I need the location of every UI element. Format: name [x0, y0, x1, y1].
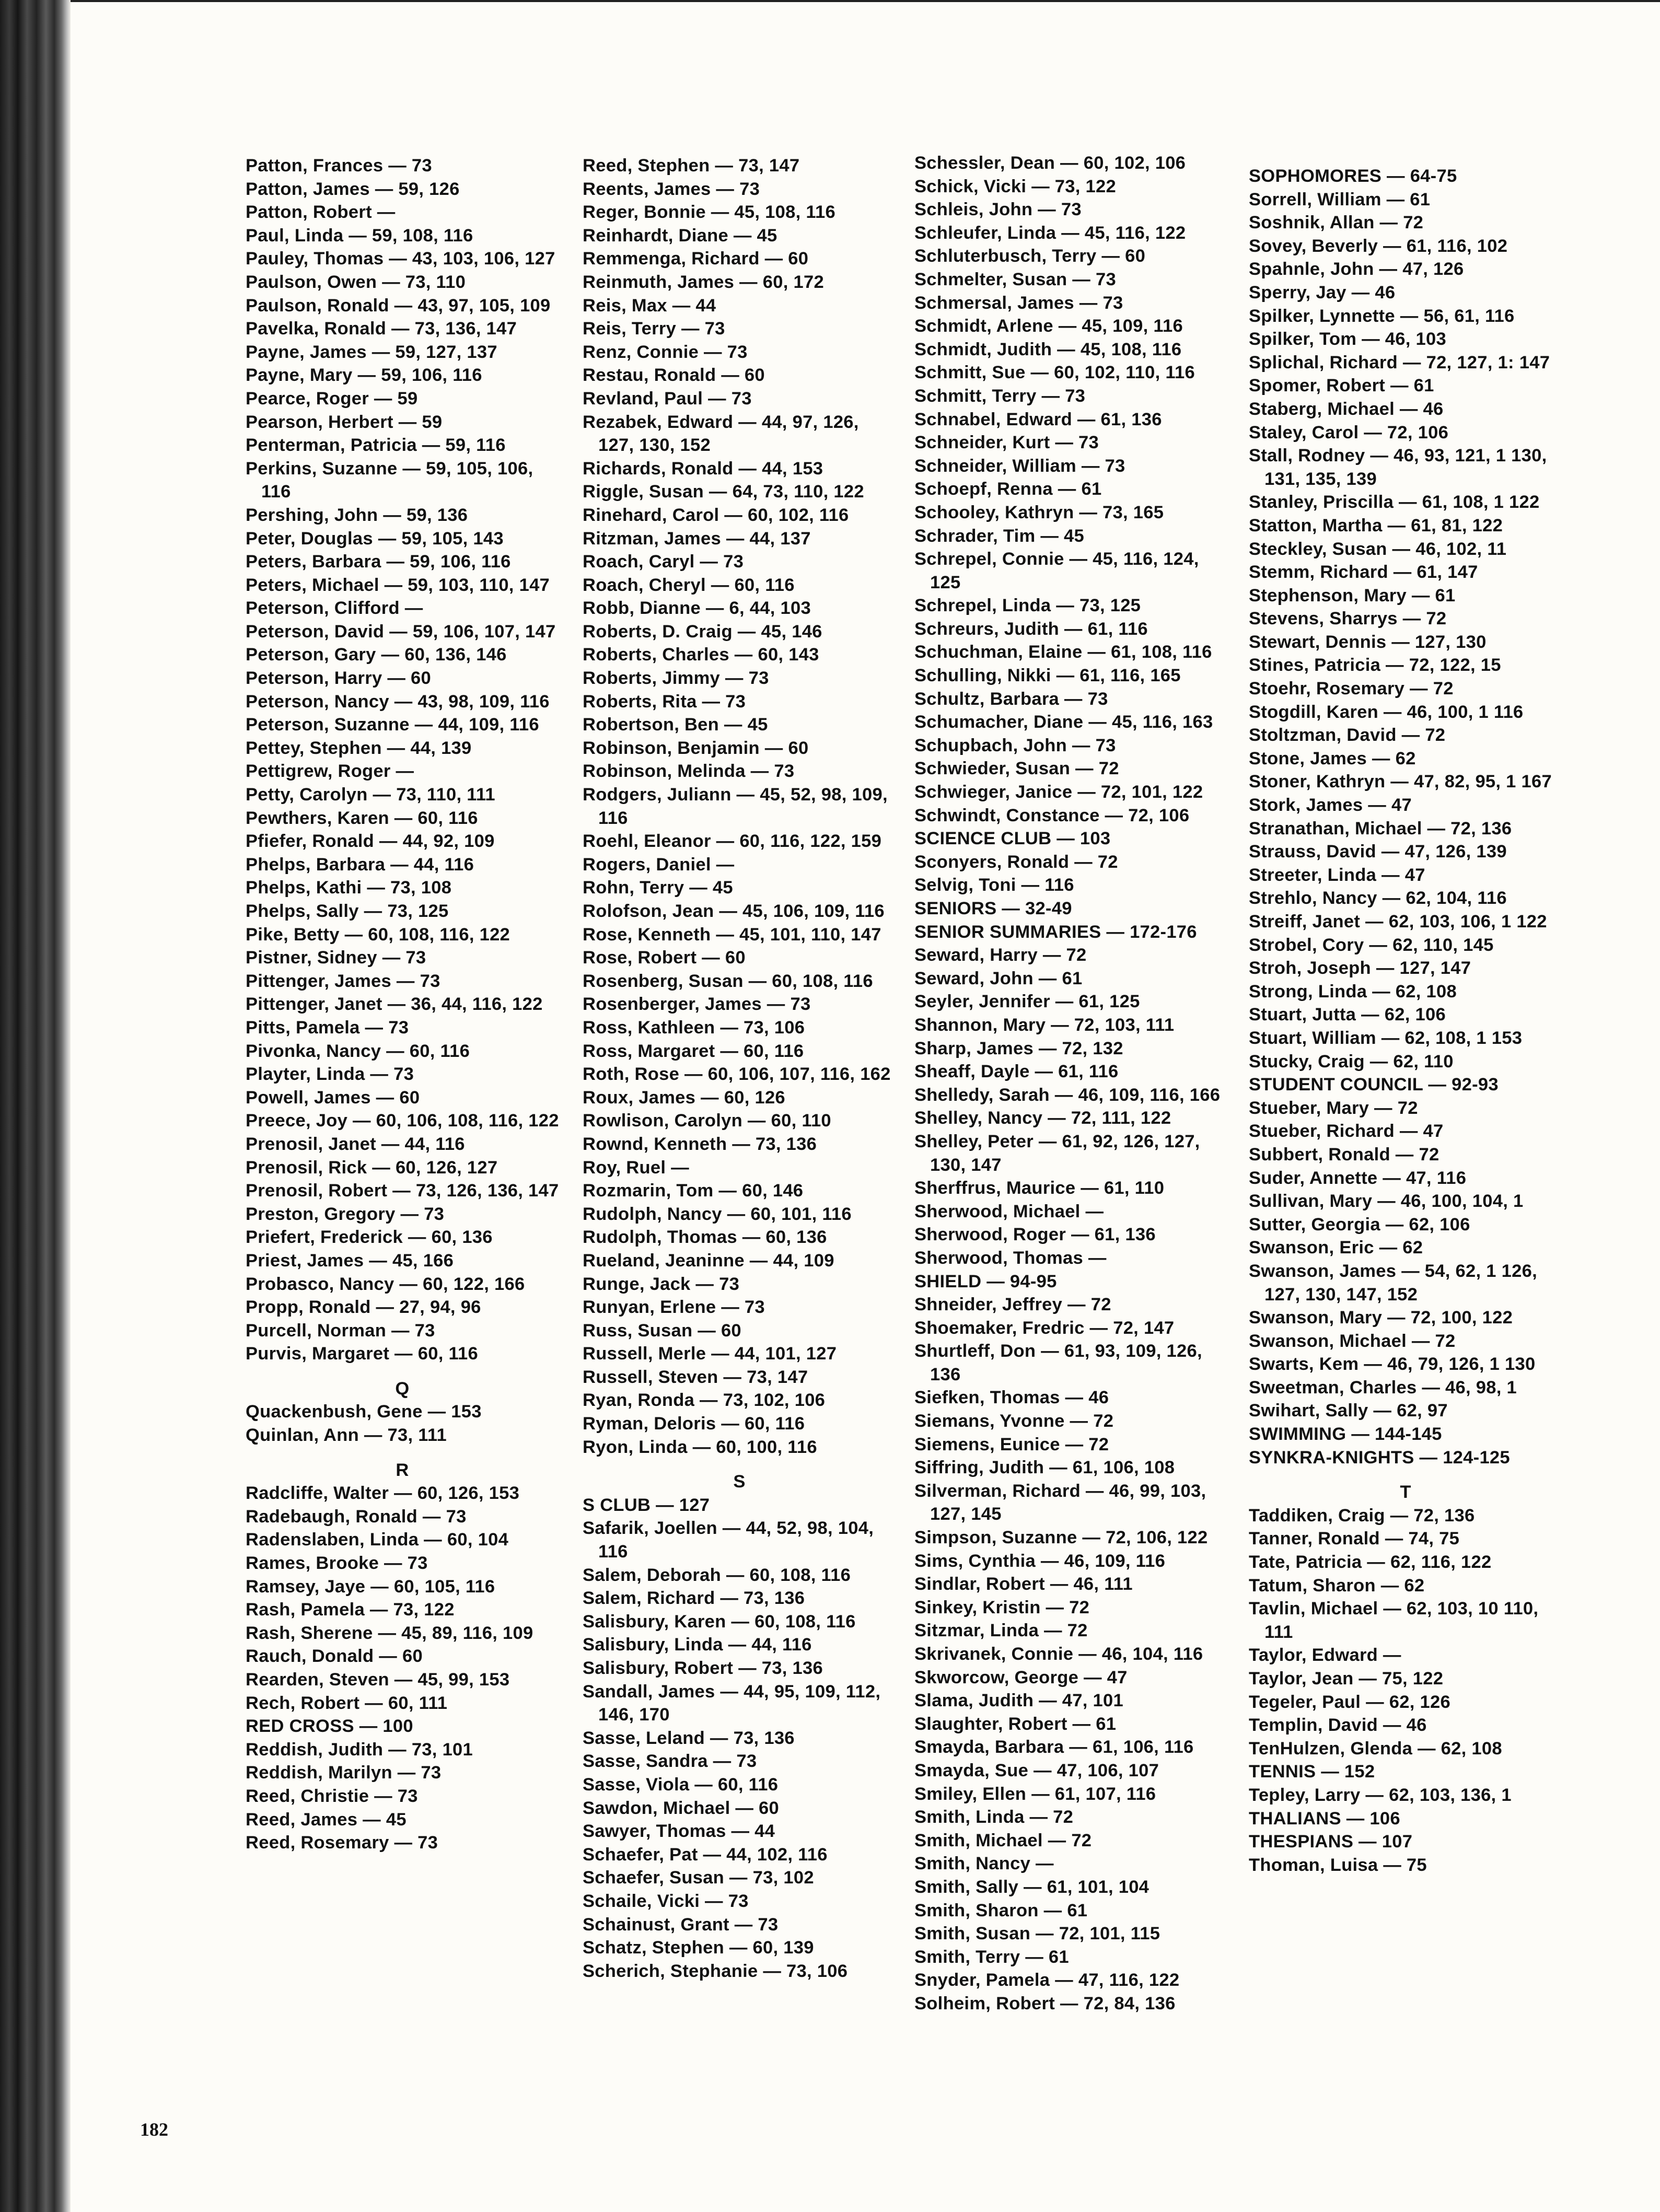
- section-letter: Q: [395, 1378, 410, 1399]
- index-entry: Rolofson, Jean — 45, 106, 109, 116: [583, 901, 885, 921]
- index-entry: Salisbury, Karen — 60, 108, 116: [583, 1611, 856, 1632]
- index-entry: Sawyer, Thomas — 44: [583, 1821, 775, 1842]
- index-entry: Rose, Robert — 60: [583, 948, 746, 968]
- index-entry: Sindlar, Robert — 46, 111: [914, 1574, 1133, 1594]
- index-entry: Preece, Joy — 60, 106, 108, 116, 122: [246, 1111, 559, 1131]
- index-entry: Smiley, Ellen — 61, 107, 116: [914, 1784, 1156, 1804]
- index-entry: Reinhardt, Diane — 45: [583, 225, 777, 246]
- index-entry: Phelps, Barbara — 44, 116: [246, 854, 474, 875]
- index-entry: Schnabel, Edward — 61, 136: [914, 409, 1162, 429]
- index-entry: Russell, Merle — 44, 101, 127: [583, 1344, 837, 1364]
- index-entry: Ramsey, Jaye — 60, 105, 116: [246, 1576, 495, 1597]
- index-entry: THALIANS — 106: [1249, 1808, 1400, 1829]
- index-entry: Stuart, Jutta — 62, 106: [1249, 1005, 1446, 1025]
- index-entry: Salem, Deborah — 60, 108, 116: [583, 1565, 851, 1585]
- index-entry: Remmenga, Richard — 60: [583, 249, 809, 269]
- index-entry: Sherwood, Roger — 61, 136: [914, 1225, 1156, 1245]
- index-entry: Swanson, James — 54, 62, 1 126, 127, 130, 147, 152: [1249, 1261, 1538, 1305]
- index-entry: Revland, Paul — 73: [583, 388, 752, 409]
- index-entry: Robb, Dianne — 6, 44, 103: [583, 598, 811, 619]
- index-entry: Reed, Stephen — 73, 147: [583, 156, 800, 176]
- index-entry: Schrader, Tim — 45: [914, 526, 1084, 546]
- index-entry: Stranathan, Michael — 72, 136: [1249, 818, 1512, 839]
- index-entry: Stogdill, Karen — 46, 100, 1 116: [1249, 702, 1524, 722]
- index-entry: Reger, Bonnie — 45, 108, 116: [583, 202, 835, 223]
- index-entry: Quinlan, Ann — 73, 111: [246, 1425, 447, 1446]
- index-entry: Stork, James — 47: [1249, 795, 1412, 816]
- index-entry: Subbert, Ronald — 72: [1249, 1144, 1440, 1165]
- index-entry: Reis, Max — 44: [583, 295, 716, 316]
- index-entry: Schwieder, Susan — 72: [914, 759, 1119, 779]
- index-entry: Stephenson, Mary — 61: [1249, 585, 1456, 606]
- index-entry: Shelley, Nancy — 72, 111, 122: [914, 1108, 1171, 1128]
- index-entry: Tatum, Sharon — 62: [1249, 1575, 1425, 1596]
- index-entry: Ritzman, James — 44, 137: [583, 528, 811, 549]
- index-entry: Staberg, Michael — 46: [1249, 399, 1444, 419]
- index-entry: Sheaff, Dayle — 61, 116: [914, 1062, 1119, 1082]
- index-entry: TenHulzen, Glenda — 62, 108: [1249, 1738, 1502, 1759]
- index-entry: Statton, Martha — 61, 81, 122: [1249, 515, 1503, 535]
- index-entry: Radcliffe, Walter — 60, 126, 153: [246, 1483, 520, 1504]
- index-entry: Preston, Gregory — 73: [246, 1204, 445, 1224]
- index-entry: Shurtleff, Don — 61, 93, 109, 126, 136: [914, 1341, 1202, 1384]
- index-entry: Pistner, Sidney — 73: [246, 948, 426, 968]
- index-entry: Reinmuth, James — 60, 172: [583, 272, 824, 292]
- index-entry: Roy, Ruel —: [583, 1157, 689, 1178]
- index-entry: THESPIANS — 107: [1249, 1832, 1413, 1852]
- index-entry: Sweetman, Charles — 46, 98, 1: [1249, 1377, 1517, 1398]
- index-entry: Priest, James — 45, 166: [246, 1250, 454, 1271]
- index-entry: Smith, Linda — 72: [914, 1807, 1074, 1827]
- index-entry: Pfiefer, Ronald — 44, 92, 109: [246, 831, 495, 852]
- index-entry: Schmitt, Sue — 60, 102, 110, 116: [914, 363, 1195, 383]
- index-entry: Rash, Pamela — 73, 122: [246, 1600, 455, 1620]
- index-entry: Schessler, Dean — 60, 102, 106: [914, 153, 1186, 173]
- index-entry: Quackenbush, Gene — 153: [246, 1402, 482, 1422]
- index-entry: Reed, James — 45: [246, 1809, 407, 1830]
- index-entry: Priefert, Frederick — 60, 136: [246, 1227, 493, 1248]
- index-entry: Smith, Michael — 72: [914, 1830, 1092, 1850]
- index-entry: Schmidt, Judith — 45, 108, 116: [914, 339, 1182, 359]
- index-entry: Rodgers, Juliann — 45, 52, 98, 109, 116: [583, 785, 888, 828]
- index-entry: Seward, John — 61: [914, 968, 1083, 988]
- index-entry: Sharp, James — 72, 132: [914, 1038, 1123, 1058]
- index-entry: Paulson, Ronald — 43, 97, 105, 109: [246, 295, 551, 316]
- index-entry: SENIORS — 32-49: [914, 899, 1072, 918]
- index-entry: Sutter, Georgia — 62, 106: [1249, 1214, 1470, 1235]
- index-entry: Shoemaker, Fredric — 72, 147: [914, 1318, 1175, 1338]
- index-entry: Rech, Robert — 60, 111: [246, 1693, 448, 1713]
- index-entry: Pettigrew, Roger —: [246, 761, 414, 782]
- index-entry: Spahnle, John — 47, 126: [1249, 259, 1464, 280]
- index-entry: Soshnik, Allan — 72: [1249, 213, 1424, 233]
- index-entry: Peterson, Gary — 60, 136, 146: [246, 645, 507, 665]
- index-entry: Playter, Linda — 73: [246, 1064, 414, 1085]
- index-entry: Stines, Patricia — 72, 122, 15: [1249, 655, 1501, 676]
- index-entry: Roberts, Charles — 60, 143: [583, 645, 819, 665]
- index-entry: Prenosil, Rick — 60, 126, 127: [246, 1157, 498, 1178]
- index-entry: Radebaugh, Ronald — 73: [246, 1506, 467, 1527]
- index-entry: Smith, Susan — 72, 101, 115: [914, 1924, 1160, 1944]
- index-entry: Renz, Connie — 73: [583, 342, 748, 362]
- index-entry: Pettey, Stephen — 44, 139: [246, 738, 472, 758]
- index-entry: Swanson, Mary — 72, 100, 122: [1249, 1308, 1513, 1328]
- index-entry: Rinehard, Carol — 60, 102, 116: [583, 505, 849, 525]
- index-entry: Tanner, Ronald — 74, 75: [1249, 1529, 1460, 1549]
- index-entry: Simpson, Suzanne — 72, 106, 122: [914, 1528, 1208, 1548]
- index-entry: Rosenberg, Susan — 60, 108, 116: [583, 971, 873, 991]
- index-entry: Stall, Rodney — 46, 93, 121, 1 130, 131, 135, 139: [1249, 446, 1547, 489]
- index-entry: Peters, Michael — 59, 103, 110, 147: [246, 575, 550, 595]
- index-entry: Ryan, Ronda — 73, 102, 106: [583, 1390, 826, 1411]
- index-entry: Payne, Mary — 59, 106, 116: [246, 365, 482, 386]
- index-entry: Siefken, Thomas — 46: [914, 1388, 1109, 1408]
- index-entry: Sitzmar, Linda — 72: [914, 1621, 1088, 1641]
- index-entry: Runge, Jack — 73: [583, 1274, 740, 1294]
- index-entry: Sherffrus, Maurice — 61, 110: [914, 1178, 1165, 1198]
- index-column-1: [246, 154, 559, 1855]
- index-entry: Rohn, Terry — 45: [583, 878, 733, 898]
- index-entry: Robinson, Melinda — 73: [583, 761, 795, 782]
- index-entry: Roberts, Jimmy — 73: [583, 668, 769, 689]
- index-entry: Pitts, Pamela — 73: [246, 1017, 409, 1038]
- index-entry: Sherwood, Michael —: [914, 1201, 1104, 1221]
- index-entry: Schaefer, Pat — 44, 102, 116: [583, 1844, 828, 1865]
- index-entry: Selvig, Toni — 116: [914, 875, 1074, 895]
- index-column-4: [1249, 165, 1562, 1877]
- index-entry: Slaughter, Robert — 61: [914, 1714, 1117, 1734]
- page-top-edge: [71, 0, 1660, 2]
- index-entry: Ross, Margaret — 60, 116: [583, 1041, 804, 1061]
- index-entry: SWIMMING — 144-145: [1249, 1424, 1442, 1445]
- index-entry: SCIENCE CLUB — 103: [914, 829, 1111, 849]
- index-entry: Swihart, Sally — 62, 97: [1249, 1401, 1448, 1421]
- index-entry: Schooley, Kathryn — 73, 165: [914, 502, 1164, 522]
- index-entry: Purvis, Margaret — 60, 116: [246, 1344, 479, 1364]
- index-entry: Spilker, Tom — 46, 103: [1249, 329, 1446, 350]
- index-entry: Stoehr, Rosemary — 72: [1249, 679, 1454, 699]
- index-entry: Roth, Rose — 60, 106, 107, 116, 162: [583, 1064, 891, 1085]
- index-entry: Petty, Carolyn — 73, 110, 111: [246, 785, 495, 805]
- index-entry: Prenosil, Robert — 73, 126, 136, 147: [246, 1181, 559, 1201]
- index-entry: Roux, James — 60, 126: [583, 1087, 785, 1108]
- index-entry: Rudolph, Nancy — 60, 101, 116: [583, 1204, 852, 1224]
- index-entry: Shneider, Jeffrey — 72: [914, 1295, 1111, 1315]
- index-entry: Taylor, Jean — 75, 122: [1249, 1669, 1444, 1689]
- index-entry: Smith, Sharon — 61: [914, 1900, 1088, 1920]
- index-entry: Peterson, Suzanne — 44, 109, 116: [246, 715, 539, 735]
- index-entry: Smith, Nancy —: [914, 1854, 1054, 1874]
- index-entry: Schmitt, Terry — 73: [914, 386, 1086, 406]
- index-entry: Rudolph, Thomas — 60, 136: [583, 1227, 827, 1248]
- index-entry: Reddish, Judith — 73, 101: [246, 1739, 473, 1760]
- index-entry: Penterman, Patricia — 59, 116: [246, 435, 506, 456]
- index-column-3: [914, 152, 1228, 2016]
- index-entry: Tegeler, Paul — 62, 126: [1249, 1692, 1450, 1712]
- index-entry: Streiff, Janet — 62, 103, 106, 1 122: [1249, 912, 1547, 932]
- index-entry: Shelledy, Sarah — 46, 109, 116, 166: [914, 1085, 1221, 1105]
- index-entry: Stoltzman, David — 72: [1249, 725, 1446, 746]
- index-entry: Pearson, Herbert — 59: [246, 412, 443, 432]
- index-entry: Staley, Carol — 72, 106: [1249, 422, 1449, 443]
- index-entry: Rezabek, Edward — 44, 97, 126, 127, 130, 152: [583, 412, 859, 456]
- index-entry: Robertson, Ben — 45: [583, 715, 768, 735]
- index-entry: Propp, Ronald — 27, 94, 96: [246, 1297, 481, 1318]
- index-entry: Taylor, Edward —: [1249, 1645, 1401, 1666]
- index-entry: Peterson, Nancy — 43, 98, 109, 116: [246, 691, 550, 712]
- section-letter: T: [1400, 1482, 1411, 1503]
- index-entry: Pavelka, Ronald — 73, 136, 147: [246, 319, 517, 339]
- index-entry: Taddiken, Craig — 72, 136: [1249, 1505, 1475, 1526]
- index-entry: Runyan, Erlene — 73: [583, 1297, 765, 1318]
- index-entry: Sasse, Viola — 60, 116: [583, 1774, 779, 1795]
- index-entry: Schreurs, Judith — 61, 116: [914, 619, 1148, 639]
- index-entry: Sinkey, Kristin — 72: [914, 1597, 1090, 1617]
- index-entry: Schluterbusch, Terry — 60: [914, 246, 1146, 266]
- index-entry: Sherwood, Thomas —: [914, 1248, 1107, 1268]
- index-entry: Probasco, Nancy — 60, 122, 166: [246, 1274, 525, 1294]
- index-entry: Rames, Brooke — 73: [246, 1553, 428, 1574]
- index-entry: Payne, James — 59, 127, 137: [246, 342, 497, 362]
- index-entry: Radenslaben, Linda — 60, 104: [246, 1530, 509, 1550]
- index-entry: Schwieger, Janice — 72, 101, 122: [914, 782, 1203, 802]
- index-entry: Strehlo, Nancy — 62, 104, 116: [1249, 888, 1507, 909]
- index-entry: Streeter, Linda — 47: [1249, 865, 1425, 885]
- index-entry: Roberts, Rita — 73: [583, 691, 746, 712]
- index-entry: Schumacher, Diane — 45, 116, 163: [914, 712, 1213, 732]
- index-entry: Schupbach, John — 73: [914, 735, 1116, 755]
- index-entry: Riggle, Susan — 64, 73, 110, 122: [583, 482, 864, 502]
- index-entry: Skrivanek, Connie — 46, 104, 116: [914, 1644, 1203, 1664]
- index-entry: Pivonka, Nancy — 60, 116: [246, 1041, 470, 1061]
- index-entry: Stemm, Richard — 61, 147: [1249, 562, 1478, 583]
- index-entry: Peterson, Clifford —: [246, 598, 423, 619]
- index-entry: Reents, James — 73: [583, 179, 760, 199]
- index-entry: Pittenger, James — 73: [246, 971, 440, 991]
- index-entry: Splichal, Richard — 72, 127, 1: 147: [1249, 352, 1550, 372]
- index-entry: Patton, Frances — 73: [246, 156, 432, 176]
- index-entry: SENIOR SUMMARIES — 172-176: [914, 922, 1197, 942]
- index-entry: Schmersal, James — 73: [914, 293, 1123, 313]
- index-entry: Sasse, Sandra — 73: [583, 1751, 757, 1772]
- index-entry: Roehl, Eleanor — 60, 116, 122, 159: [583, 831, 882, 852]
- index-entry: Stoner, Kathryn — 47, 82, 95, 1 167: [1249, 772, 1552, 792]
- index-entry: Seward, Harry — 72: [914, 945, 1087, 965]
- index-entry: Templin, David — 46: [1249, 1715, 1427, 1736]
- index-entry: Solheim, Robert — 72, 84, 136: [914, 1993, 1176, 2013]
- index-entry: Patton, Robert —: [246, 202, 396, 223]
- book-binding-edge: [0, 0, 71, 2212]
- index-entry: Schmidt, Arlene — 45, 109, 116: [914, 316, 1183, 336]
- index-entry: Schainust, Grant — 73: [583, 1914, 779, 1935]
- index-entry: Schneider, Kurt — 73: [914, 433, 1099, 453]
- index-entry: Paulson, Owen — 73, 110: [246, 272, 466, 292]
- index-entry: Stueber, Mary — 72: [1249, 1098, 1418, 1118]
- index-entry: Reed, Rosemary — 73: [246, 1833, 438, 1853]
- index-entry: Siffring, Judith — 61, 106, 108: [914, 1458, 1175, 1478]
- index-entry: Spomer, Robert — 61: [1249, 376, 1434, 396]
- index-entry: Reddish, Marilyn — 73: [246, 1763, 442, 1783]
- index-entry: SYNKRA-KNIGHTS — 124-125: [1249, 1447, 1510, 1468]
- index-entry: RED CROSS — 100: [246, 1716, 413, 1737]
- index-entry: Rash, Sherene — 45, 89, 116, 109: [246, 1623, 533, 1643]
- index-entry: Peter, Douglas — 59, 105, 143: [246, 528, 504, 549]
- index-entry: Schatz, Stephen — 60, 139: [583, 1938, 814, 1958]
- index-entry: SHIELD — 94-95: [914, 1271, 1057, 1291]
- index-entry: Schuchman, Elaine — 61, 108, 116: [914, 642, 1212, 662]
- index-entry: Swanson, Michael — 72: [1249, 1331, 1456, 1351]
- index-entry: Russell, Steven — 73, 147: [583, 1367, 808, 1387]
- index-entry: Schrepel, Connie — 45, 116, 124, 125: [914, 549, 1199, 592]
- index-entry: Phelps, Sally — 73, 125: [246, 901, 449, 921]
- index-entry: Scherich, Stephanie — 73, 106: [583, 1961, 848, 1981]
- index-entry: Stone, James — 62: [1249, 748, 1416, 769]
- index-entry: Siemans, Yvonne — 72: [914, 1411, 1114, 1431]
- index-entry: Russ, Susan — 60: [583, 1320, 741, 1341]
- index-entry: Rogers, Daniel —: [583, 854, 735, 875]
- index-entry: Pearce, Roger — 59: [246, 388, 418, 409]
- index-entry: Peterson, Harry — 60: [246, 668, 431, 689]
- index-entry: Seyler, Jennifer — 61, 125: [914, 992, 1140, 1012]
- index-entry: Purcell, Norman — 73: [246, 1320, 435, 1341]
- index-entry: Richards, Ronald — 44, 153: [583, 458, 823, 479]
- index-entry: Rowlison, Carolyn — 60, 110: [583, 1111, 831, 1131]
- index-entry: Powell, James — 60: [246, 1087, 420, 1108]
- index-entry: Stucky, Craig — 62, 110: [1249, 1051, 1454, 1072]
- index-entry: TENNIS — 152: [1249, 1762, 1375, 1782]
- index-entry: Ryman, Deloris — 60, 116: [583, 1414, 805, 1434]
- index-entry: Stuart, William — 62, 108, 1 153: [1249, 1028, 1523, 1048]
- index-entry: Sperry, Jay — 46: [1249, 282, 1396, 302]
- section-letter: R: [396, 1460, 409, 1480]
- index-entry: Tate, Patricia — 62, 116, 122: [1249, 1552, 1492, 1573]
- index-entry: Schick, Vicki — 73, 122: [914, 176, 1117, 196]
- index-entry: Phelps, Kathi — 73, 108: [246, 878, 452, 898]
- index-entry: Salisbury, Robert — 73, 136: [583, 1658, 823, 1678]
- index-entry: Siemens, Eunice — 72: [914, 1434, 1109, 1454]
- index-entry: Suder, Annette — 47, 116: [1249, 1168, 1467, 1188]
- index-entry: Swarts, Kem — 46, 79, 126, 1 130: [1249, 1354, 1536, 1375]
- index-entry: SOPHOMORES — 64-75: [1249, 166, 1457, 186]
- index-entry: Schleufer, Linda — 45, 116, 122: [914, 223, 1186, 243]
- index-entry: Pike, Betty — 60, 108, 116, 122: [246, 924, 510, 945]
- index-entry: Schneider, William — 73: [914, 456, 1125, 476]
- index-entry: Stanley, Priscilla — 61, 108, 1 122: [1249, 492, 1540, 513]
- index-entry: Schleis, John — 73: [914, 200, 1082, 220]
- index-entry: Prenosil, Janet — 44, 116: [246, 1134, 465, 1154]
- index-entry: Shannon, Mary — 72, 103, 111: [914, 1015, 1175, 1035]
- index-entry: Tavlin, Michael — 62, 103, 10 110, 111: [1249, 1599, 1539, 1642]
- index-entry: Strobel, Cory — 62, 110, 145: [1249, 935, 1494, 955]
- section-letter: S: [733, 1472, 746, 1492]
- index-entry: Smith, Sally — 61, 101, 104: [914, 1877, 1150, 1897]
- index-entry: Stevens, Sharrys — 72: [1249, 609, 1447, 629]
- index-entry: Smith, Terry — 61: [914, 1947, 1069, 1967]
- index-entry: Snyder, Pamela — 47, 116, 122: [914, 1970, 1180, 1990]
- index-entry: Roberts, D. Craig — 45, 146: [583, 621, 822, 642]
- page-number: 182: [140, 2119, 168, 2140]
- index-entry: Robinson, Benjamin — 60: [583, 738, 809, 758]
- index-entry: Reed, Christie — 73: [246, 1786, 418, 1806]
- index-entry: Schoepf, Renna — 61: [914, 479, 1102, 499]
- index-entry: Pershing, John — 59, 136: [246, 505, 468, 525]
- index-entry: Stroh, Joseph — 127, 147: [1249, 958, 1471, 979]
- index-entry: Schultz, Barbara — 73: [914, 689, 1108, 709]
- index-entry: Sorrell, William — 61: [1249, 189, 1431, 209]
- index-entry: Steckley, Susan — 46, 102, 11: [1249, 539, 1507, 559]
- index-entry: Stewart, Dennis — 127, 130: [1249, 632, 1487, 652]
- index-entry: Smayda, Barbara — 61, 106, 116: [914, 1737, 1194, 1757]
- index-entry: Roach, Cheryl — 60, 116: [583, 575, 795, 595]
- index-entry: Schmelter, Susan — 73: [914, 269, 1116, 289]
- index-entry: Rownd, Kenneth — 73, 136: [583, 1134, 817, 1154]
- index-entry: Pauley, Thomas — 43, 103, 106, 127: [246, 249, 555, 269]
- index-entry: Thoman, Luisa — 75: [1249, 1855, 1427, 1875]
- index-entry: Schaefer, Susan — 73, 102: [583, 1868, 814, 1888]
- index-entry: Spilker, Lynnette — 56, 61, 116: [1249, 306, 1515, 326]
- index-entry: Sasse, Leland — 73, 136: [583, 1728, 795, 1748]
- index-entry: Tepley, Larry — 62, 103, 136, 1: [1249, 1785, 1512, 1805]
- index-entry: Roach, Caryl — 73: [583, 552, 744, 572]
- index-entry: Schrepel, Linda — 73, 125: [914, 596, 1141, 616]
- index-entry: Ryon, Linda — 60, 100, 116: [583, 1437, 817, 1457]
- index-entry: Sovey, Beverly — 61, 116, 102: [1249, 236, 1508, 256]
- index-entry: Strong, Linda — 62, 108: [1249, 981, 1457, 1002]
- index-entry: Shelley, Peter — 61, 92, 126, 127, 130, 147: [914, 1131, 1200, 1175]
- index-entry: Peterson, David — 59, 106, 107, 147: [246, 621, 556, 642]
- index-entry: Paul, Linda — 59, 108, 116: [246, 225, 473, 246]
- index-entry: Peters, Barbara — 59, 106, 116: [246, 552, 511, 572]
- index-entry: Rueland, Jeaninne — 44, 109: [583, 1250, 834, 1271]
- index-entry: Swanson, Eric — 62: [1249, 1238, 1423, 1258]
- index-entry: Stueber, Richard — 47: [1249, 1121, 1444, 1142]
- index-entry: Patton, James — 59, 126: [246, 179, 460, 199]
- index-entry: Slama, Judith — 47, 101: [914, 1691, 1123, 1711]
- index-entry: Salisbury, Linda — 44, 116: [583, 1635, 812, 1655]
- index-entry: Sandall, James — 44, 95, 109, 112, 146, 170: [583, 1681, 881, 1725]
- index-entry: Silverman, Richard — 46, 99, 103, 127, 145: [914, 1481, 1206, 1524]
- index-entry: Sullivan, Mary — 46, 100, 104, 1: [1249, 1191, 1524, 1212]
- index-entry: Reis, Terry — 73: [583, 319, 725, 339]
- index-entry: Rozmarin, Tom — 60, 146: [583, 1181, 804, 1201]
- index-entry: Perkins, Suzanne — 59, 105, 106, 116: [246, 458, 533, 502]
- index-entry: Safarik, Joellen — 44, 52, 98, 104, 116: [583, 1518, 874, 1562]
- index-entry: Pewthers, Karen — 60, 116: [246, 808, 478, 828]
- index-entry: Schulling, Nikki — 61, 116, 165: [914, 666, 1181, 686]
- index-entry: Pittenger, Janet — 36, 44, 116, 122: [246, 994, 543, 1015]
- index-entry: S CLUB — 127: [583, 1495, 710, 1515]
- index-entry: Salem, Richard — 73, 136: [583, 1588, 805, 1609]
- index-entry: Rosenberger, James — 73: [583, 994, 811, 1015]
- index-entry: Ross, Kathleen — 73, 106: [583, 1017, 805, 1038]
- index-entry: Rearden, Steven — 45, 99, 153: [246, 1670, 510, 1690]
- index-entry: Sims, Cynthia — 46, 109, 116: [914, 1551, 1166, 1571]
- index-entry: Rauch, Donald — 60: [246, 1646, 423, 1667]
- index-entry: Schaile, Vicki — 73: [583, 1891, 749, 1911]
- index-entry: Restau, Ronald — 60: [583, 365, 765, 386]
- index-entry: Skworcow, George — 47: [914, 1667, 1128, 1687]
- index-entry: STUDENT COUNCIL — 92-93: [1249, 1075, 1499, 1095]
- index-entry: Strauss, David — 47, 126, 139: [1249, 842, 1507, 862]
- index-entry: Rose, Kenneth — 45, 101, 110, 147: [583, 924, 881, 945]
- index-entry: Schwindt, Constance — 72, 106: [914, 805, 1190, 825]
- index-entry: Sawdon, Michael — 60: [583, 1798, 780, 1818]
- index-column-2: [583, 154, 896, 1983]
- index-entry: Smayda, Sue — 47, 106, 107: [914, 1760, 1159, 1780]
- index-entry: Sconyers, Ronald — 72: [914, 852, 1118, 872]
